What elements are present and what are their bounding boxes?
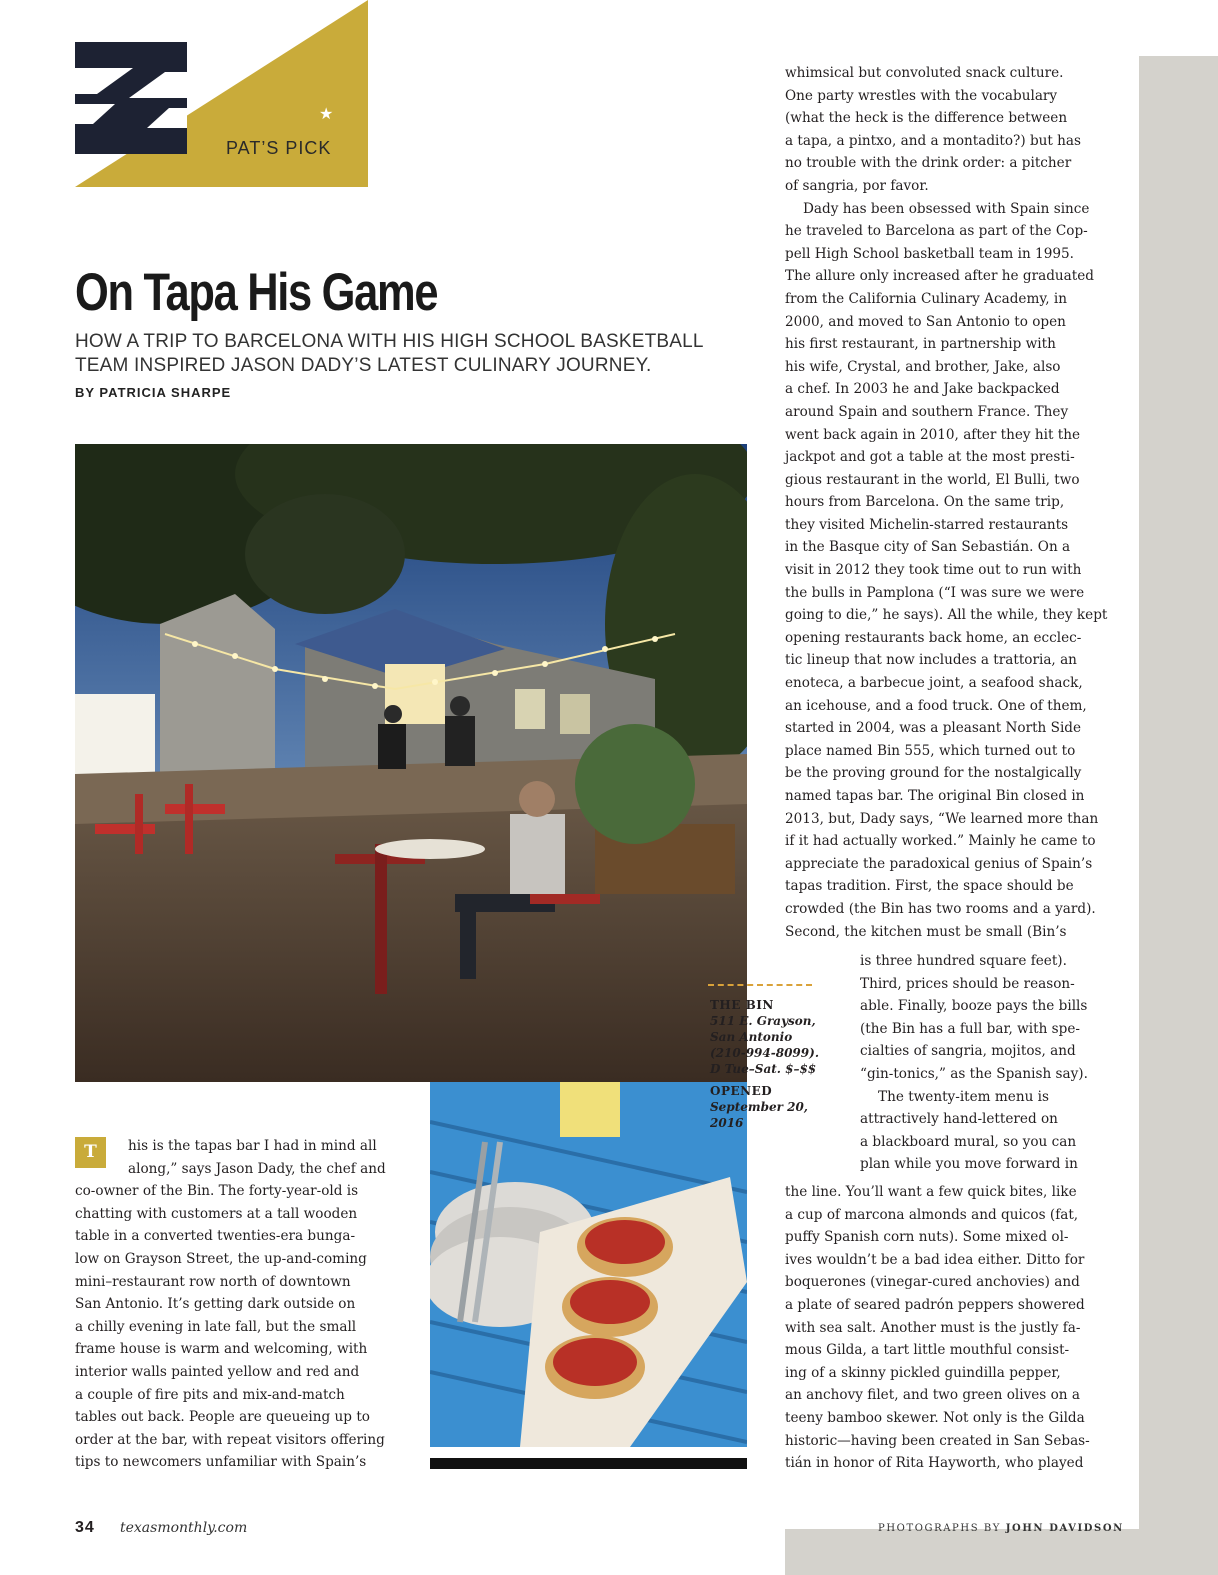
text-line: able. Finally, booze pays the bills [860, 998, 1088, 1015]
text-line: plan while you move forward in [860, 1156, 1078, 1173]
text-line: The allure only increased after he graduated [785, 268, 1094, 285]
deck-line: HOW A TRIP TO BARCELONA WITH HIS HIGH SCHOOL BASKETBALL [75, 331, 704, 352]
footer-band [785, 1529, 1218, 1575]
section-label: PAT’S PICK [226, 138, 332, 158]
text-line: appreciate the paradoxical genius of Spain’s [785, 855, 1093, 872]
text-line: a cup of marcona almonds and quicos (fat, [785, 1206, 1079, 1223]
text-line: be the proving ground for the nostalgically [785, 765, 1082, 782]
deck-line: TEAM INSPIRED JASON DADY’S LATEST CULINARY JOURNEY. [75, 355, 652, 376]
text-line: if it had actually worked.” Mainly he came to [785, 833, 1096, 850]
article-headline: On Tapa His Game [75, 263, 438, 322]
text-line: puffy Spanish corn nuts). Some mixed ol- [785, 1229, 1069, 1246]
text-line: chatting with customers at a tall wooden [75, 1205, 358, 1222]
text-line: along,” says Jason Dady, the chef and [128, 1160, 386, 1177]
text-line: they visited Michelin-starred restaurants [785, 516, 1069, 533]
text-line: his is the tapas bar I had in mind all [128, 1138, 377, 1154]
text-line: going to die,” he says). All the while, they kept [785, 607, 1108, 624]
text-line: is three hundred square feet). [860, 953, 1067, 969]
opened-date-line: September 20, [710, 1100, 808, 1114]
restaurant-info-box [710, 997, 828, 1131]
text-line: started in 2004, was a pleasant North Side [785, 720, 1082, 737]
text-line: ives wouldn’t be a bad idea either. Ditto for [785, 1251, 1085, 1268]
text-line: order at the bar, with repeat visitors offering [75, 1431, 385, 1448]
info-divider [708, 984, 812, 986]
text-line: with sea salt. Another must is the justly fa- [785, 1319, 1081, 1336]
text-line: teeny bamboo skewer. Not only is the Gilda [785, 1409, 1085, 1426]
text-line: a tapa, a pintxo, and a montadito?) but has [785, 132, 1082, 149]
text-line: a couple of fire pits and mix-and-match [75, 1386, 345, 1403]
text-line: Dady has been obsessed with Spain since [803, 200, 1090, 217]
text-line: boquerones (vinegar-cured anchovies) and [785, 1274, 1080, 1291]
restaurant-name: THE BIN [710, 998, 774, 1012]
text-line: 2000, and moved to San Antonio to open [785, 313, 1066, 330]
text-line: from the California Culinary Academy, in [785, 290, 1067, 307]
text-line: mini–restaurant row north of downtown [75, 1273, 351, 1290]
text-line: around Spain and southern France. They [785, 403, 1069, 420]
text-line: One party wrestles with the vocabulary [785, 87, 1058, 104]
text-line: co-owner of the Bin. The forty-year-old is [75, 1183, 359, 1200]
text-line: tián in honor of Rita Hayworth, who played [785, 1455, 1084, 1472]
text-line: tapas tradition. First, the space should be [785, 878, 1074, 895]
body-column-2-inset [860, 950, 1103, 1176]
text-line: crowded (the Bin has two rooms and a yard). [785, 900, 1096, 917]
text-line: (what the heck is the difference between [785, 110, 1068, 127]
page-number: 34 [75, 1519, 95, 1536]
text-line: tic lineup that now includes a trattoria, an [785, 652, 1077, 669]
text-line: in the Basque city of San Sebastián. On a [785, 539, 1071, 556]
text-line: cialties of sangria, mojitos, and [860, 1043, 1076, 1060]
text-line: jackpot and got a table at the most presti- [785, 449, 1075, 466]
text-line: hours from Barcelona. On the same trip, [785, 494, 1065, 511]
byline: BY PATRICIA SHARPE [75, 385, 232, 400]
text-line: San Antonio. It’s getting dark outside on [75, 1296, 356, 1313]
body-column-1 [75, 1135, 393, 1474]
site-url: texasmonthly.com [120, 1520, 248, 1536]
text-line: 2013, but, Dady says, “We learned more than [785, 810, 1099, 827]
text-line: ing of a skinny pickled guindilla pepper, [785, 1364, 1061, 1381]
text-line: “gin-tonics,” as the Spanish say). [860, 1065, 1088, 1082]
opened-label: OPENED [710, 1084, 773, 1098]
text-line: gious restaurant in the world, El Bulli, two [785, 471, 1080, 488]
text-line: (the Bin has a full bar, with spe- [860, 1020, 1080, 1037]
text-line: a chef. In 2003 he and Jake backpacked [785, 381, 1060, 398]
text-line: his first restaurant, in partnership with [785, 336, 1056, 353]
text-line: Third, prices should be reason- [860, 975, 1075, 992]
credit-name: JOHN DAVIDSON [1005, 1523, 1124, 1534]
food-photo [430, 1082, 747, 1447]
credit-prefix: PHOTOGRAPHS BY [878, 1523, 1001, 1534]
text-line: tables out back. People are queueing up to [75, 1409, 370, 1426]
text-line: of sangria, por favor. [785, 177, 929, 194]
text-line: place named Bin 555, which turned out to [785, 742, 1076, 759]
phone-line: (210-994-8099). [710, 1046, 819, 1060]
text-line: enoteca, a barbecue joint, a seafood shack, [785, 675, 1083, 692]
text-line: an icehouse, and a food truck. One of them, [785, 697, 1087, 714]
text-line: a blackboard mural, so you can [860, 1133, 1077, 1150]
text-line: he traveled to Barcelona as part of the Cop- [785, 223, 1088, 240]
address-line: San Antonio [710, 1030, 793, 1044]
address-line: 511 E. Grayson, [710, 1014, 816, 1028]
text-line: the bulls in Pamplona (“I was sure we were [785, 584, 1085, 601]
opened-date-line: 2016 [710, 1116, 744, 1130]
drop-cap: T [75, 1137, 106, 1168]
text-line: frame house is warm and welcoming, with [75, 1341, 368, 1358]
text-line: a chilly evening in late fall, but the small [75, 1318, 357, 1335]
photo-credit [878, 1523, 1124, 1534]
text-line: attractively hand-lettered on [860, 1111, 1058, 1128]
text-line: an anchovy filet, and two green olives on a [785, 1387, 1080, 1404]
text-line: a plate of seared padrón peppers showered [785, 1296, 1085, 1313]
article-deck [75, 330, 715, 378]
star-icon: ★ [319, 104, 334, 123]
body-column-2 [785, 62, 1108, 943]
text-line: Second, the kitchen must be small (Bin’s [785, 923, 1067, 940]
text-line: table in a converted twenties-era bunga- [75, 1228, 356, 1245]
text-line: whimsical but convoluted snack culture. [785, 65, 1064, 81]
photo-rule [430, 1458, 747, 1469]
text-line: visit in 2012 they took time out to run with [785, 562, 1082, 579]
text-line: The twenty-item menu is [878, 1088, 1049, 1105]
right-margin-band [1139, 56, 1218, 1529]
body-column-2-lower [785, 1181, 1103, 1475]
text-line: no trouble with the drink order: a pitcher [785, 155, 1072, 172]
courtyard-photo [75, 444, 747, 1082]
text-line: pell High School basketball team in 1995. [785, 245, 1074, 262]
text-line: opening restaurants back home, an ecclec- [785, 629, 1082, 646]
text-line: historic—having been created in San Sebas- [785, 1432, 1090, 1449]
texas-monthly-logo-icon [75, 42, 187, 154]
text-line: mous Gilda, a tart little mouthful consist- [785, 1342, 1070, 1359]
text-line: went back again in 2010, after they hit the [785, 426, 1081, 443]
text-line: his wife, Crystal, and brother, Jake, also [785, 358, 1061, 375]
text-line: the line. You’ll want a few quick bites, like [785, 1184, 1077, 1200]
text-line: named tapas bar. The original Bin closed in [785, 788, 1085, 804]
text-line: tips to newcomers unfamiliar with Spain’s [75, 1454, 367, 1471]
hours-line: D Tue–Sat. $–$$ [710, 1062, 817, 1076]
text-line: low on Grayson Street, the up-and-coming [75, 1250, 367, 1267]
text-line: interior walls painted yellow and red and [75, 1363, 360, 1380]
